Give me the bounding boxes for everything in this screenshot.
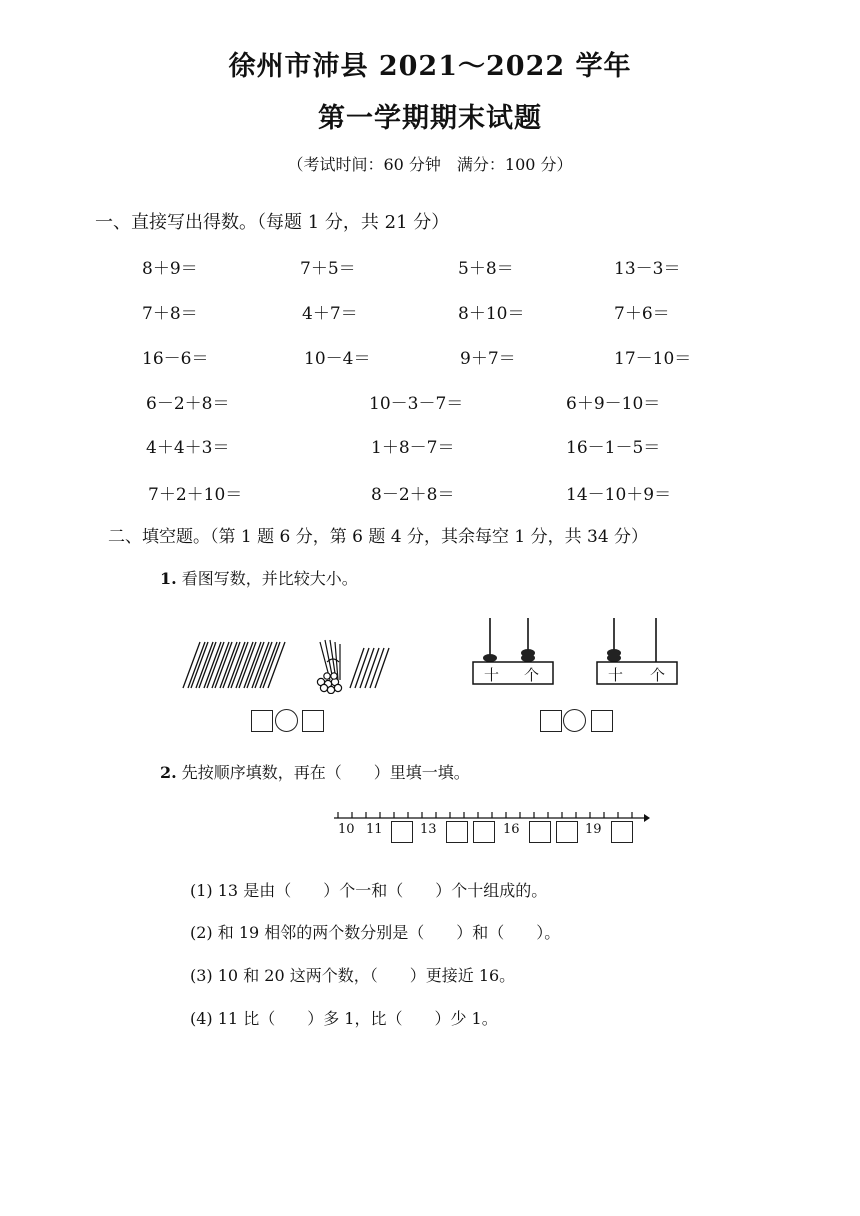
arithmetic-item: 8＋9＝ (142, 259, 198, 279)
section2-heading: 二、填空题。（第 1 题 6 分，第 6 题 4 分，其余每空 1 分，共 34 分） (108, 527, 649, 547)
arithmetic-item: 5＋8＝ (458, 259, 514, 279)
question-number: 1. (160, 569, 177, 588)
abacus-left (470, 614, 556, 688)
number-line-blank[interactable] (556, 821, 578, 843)
abacus-right-tens-label: 十 (608, 666, 624, 684)
exam-subtitle: 第一学期期末试题 (318, 103, 542, 134)
exam-title: 徐州市沛县 2021～2022 学年 (228, 51, 632, 82)
number-line-blank[interactable] (391, 821, 413, 843)
arithmetic-item: 4＋4＋3＝ (146, 438, 230, 458)
arithmetic-item: 14－10＋9＝ (566, 485, 672, 505)
number-line-blank[interactable] (473, 821, 495, 843)
arithmetic-item: 13－3＝ (614, 259, 681, 279)
compare-circle[interactable] (563, 709, 586, 732)
arithmetic-item: 6＋9－10＝ (566, 394, 661, 414)
arithmetic-item: 4＋7＝ (302, 304, 358, 324)
arithmetic-item: 7＋6＝ (614, 304, 670, 324)
number-line-blank[interactable] (446, 821, 468, 843)
arithmetic-item: 7＋2＋10＝ (148, 485, 243, 505)
subquestion-4: (4) 11 比（ ）多 1，比（ ）少 1。 (190, 1009, 498, 1028)
arithmetic-item: 7＋5＝ (300, 259, 356, 279)
question-2 (160, 760, 470, 783)
question-text: 先按顺序填数，再在（ ）里填一填。 (181, 763, 470, 782)
arithmetic-item: 17－10＝ (614, 349, 692, 369)
abacus-right-ones-label: 个 (650, 666, 666, 684)
number-line-label: 11 (366, 822, 383, 837)
abacus-left-tens-label: 十 (484, 666, 500, 684)
number-line-label: 16 (503, 822, 520, 837)
subquestion-2: (2) 和 19 相邻的两个数分别是（ ）和（ ）。 (190, 923, 561, 942)
arithmetic-item: 8＋10＝ (458, 304, 525, 324)
arithmetic-item: 10－4＝ (304, 349, 371, 369)
arithmetic-item: 7＋8＝ (142, 304, 198, 324)
arithmetic-item: 1＋8－7＝ (371, 438, 455, 458)
arithmetic-item: 9＋7＝ (460, 349, 516, 369)
arithmetic-item: 8－2＋8＝ (371, 485, 455, 505)
question-1 (160, 566, 358, 589)
answer-box[interactable] (302, 710, 324, 732)
abacus-left-ones-label: 个 (524, 666, 540, 684)
subquestion-1: (1) 13 是由（ ）个一和（ ）个十组成的。 (190, 881, 548, 900)
answer-box[interactable] (251, 710, 273, 732)
answer-box[interactable] (591, 710, 613, 732)
section1-heading: 一、直接写出得数。（每题 1 分，共 21 分） (95, 212, 450, 233)
stick-bundle (317, 640, 341, 694)
number-line-label: 10 (338, 822, 355, 837)
exam-info: （考试时间：60 分钟 满分：100 分） (287, 155, 573, 174)
number-line-label: 13 (420, 822, 437, 837)
loose-sticks (183, 642, 285, 688)
number-line-label: 19 (585, 822, 602, 837)
number-line-blank[interactable] (529, 821, 551, 843)
arithmetic-item: 10－3－7＝ (369, 394, 464, 414)
arithmetic-item: 16－1－5＝ (566, 438, 661, 458)
single-sticks (350, 648, 389, 688)
compare-circle[interactable] (275, 709, 298, 732)
number-line-blank[interactable] (611, 821, 633, 843)
arithmetic-item: 16－6＝ (142, 349, 209, 369)
question-number: 2. (160, 763, 177, 782)
question-text: 看图写数，并比较大小。 (181, 569, 358, 588)
arithmetic-item: 6－2＋8＝ (146, 394, 230, 414)
abacus-right (594, 614, 680, 688)
answer-box[interactable] (540, 710, 562, 732)
subquestion-3: (3) 10 和 20 这两个数，（ ）更接近 16。 (190, 966, 516, 985)
counting-sticks-illustration (180, 636, 390, 694)
